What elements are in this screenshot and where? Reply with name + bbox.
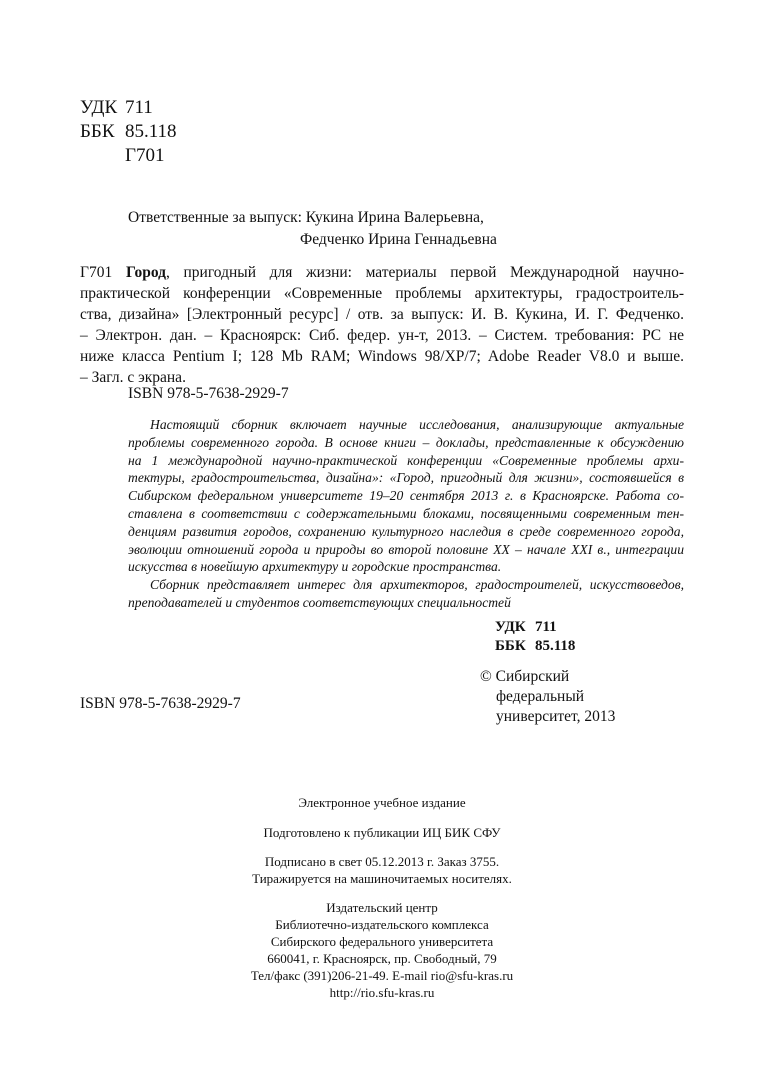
- replication-info: Тиражируется на машиночитаемых носителях.: [252, 871, 512, 886]
- publisher-line-1: Издательский центр: [326, 900, 438, 915]
- bbk-value: 85.118: [125, 121, 177, 142]
- entry-line-1: [126, 262, 684, 283]
- udk-label-bottom: УДК: [495, 619, 526, 635]
- abstract-line-1: Настоящий сборник включает научные исследования, анализирующие актуальные: [150, 417, 684, 432]
- publisher-contact: Тел/факс (391)206-21-49. E-mail rio@sfu-kras.ru: [250, 968, 514, 983]
- abstract-line-5: Сибирском федеральном университете 19–20 сентября 2013 г. в Красноярске. Работа со-: [128, 488, 684, 504]
- isbn-bottom: ISBN 978-5-7638-2929-7: [80, 695, 241, 712]
- publisher-website: http://rio.sfu-kras.ru: [329, 985, 435, 1000]
- isbn-top: ISBN 978-5-7638-2929-7: [128, 385, 289, 402]
- prepared-by: Подготовлено к публикации ИЦ БИК СФУ: [263, 825, 501, 840]
- entry-line-2: практической конференции «Современные проблемы архитектуры, градостроитель-: [80, 285, 684, 302]
- entry-line-4: – Электрон. дан. – Красноярск: Сиб. федер. ун-т, 2013. – Систем. требования: PC не: [80, 327, 684, 344]
- publisher-line-2: Библиотечно-издательского комплекса: [275, 917, 489, 932]
- copyright-line-1: © Сибирский: [480, 668, 570, 685]
- entry-line-6: – Загл. с экрана.: [80, 369, 186, 386]
- responsible-line-1: Ответственные за выпуск: Кукина Ирина Валерьевна,: [128, 209, 484, 226]
- copyright-line-3: университет, 2013: [496, 708, 616, 725]
- responsible-editors: [128, 207, 497, 251]
- bbk-value-bottom: 85.118: [535, 638, 576, 654]
- bbk-label-bottom: ББК: [495, 638, 526, 654]
- abstract-line-6: ставлена в соответствии с содержательными блоками, посвященными современным тен-: [128, 505, 684, 521]
- abstract-line-9: искусства в новейшую архитектуру и городские пространства.: [128, 559, 502, 575]
- classification-codes-bottom: [495, 618, 575, 656]
- abstract-line-11: преподавателей и студентов соответствующих специальностей: [128, 594, 511, 610]
- entry-line-5: ниже класса Pentium I; 128 Mb RAM; Windows 98/XP/7; Adobe Reader V8.0 и выше.: [80, 348, 684, 365]
- classification-codes: [80, 96, 177, 168]
- udk-value: 711: [125, 97, 153, 118]
- abstract: [128, 416, 684, 612]
- responsible-line-2: Федченко Ирина Геннадьевна: [300, 231, 497, 248]
- edition-type: Электронное учебное издание: [298, 795, 466, 810]
- abstract-line-10: Сборник представляет интерес для архитекторов, градостроителей, искусствоведов,: [150, 577, 684, 593]
- entry-code: Г701: [80, 264, 113, 281]
- signed-info: Подписано в свет 05.12.2013 г. Заказ 3755.: [264, 854, 500, 869]
- copyright: [480, 667, 615, 727]
- udk-label: УДК: [80, 97, 118, 118]
- entry-line-3: ства, дизайна» [Электронный ресурс] / отв. за выпуск: И. В. Кукина, И. Г. Федченко.: [80, 306, 684, 323]
- author-mark: Г701: [125, 145, 165, 166]
- entry-line-1-rest: , пригодный для жизни: материалы первой Международной научно-: [166, 264, 684, 281]
- abstract-line-7: денциям развития городов, сохранению культурного наследия в среде современного города,: [128, 523, 684, 539]
- copyright-line-2: федеральный: [496, 688, 585, 705]
- publisher-address: 660041, г. Красноярск, пр. Свободный, 79: [267, 951, 497, 966]
- abstract-line-3: на 1 международной научно-практической конференции «Современные проблемы архи-: [128, 452, 684, 468]
- entry-title: Город: [126, 264, 167, 281]
- bbk-label: ББК: [80, 121, 115, 142]
- abstract-line-8: эволюции отношений города и природы во второй половине XX – начале XXI в., интеграции: [128, 541, 684, 557]
- publisher-line-3: Сибирского федерального университета: [270, 934, 494, 949]
- udk-value-bottom: 711: [535, 619, 557, 635]
- abstract-line-4: тектуры, градостроительства, дизайна»: «Город, пригодный для жизни», состоявшейся в: [128, 470, 684, 486]
- abstract-line-2: проблемы современного города. В основе книги – доклады, представленные к обсуждению: [128, 434, 684, 450]
